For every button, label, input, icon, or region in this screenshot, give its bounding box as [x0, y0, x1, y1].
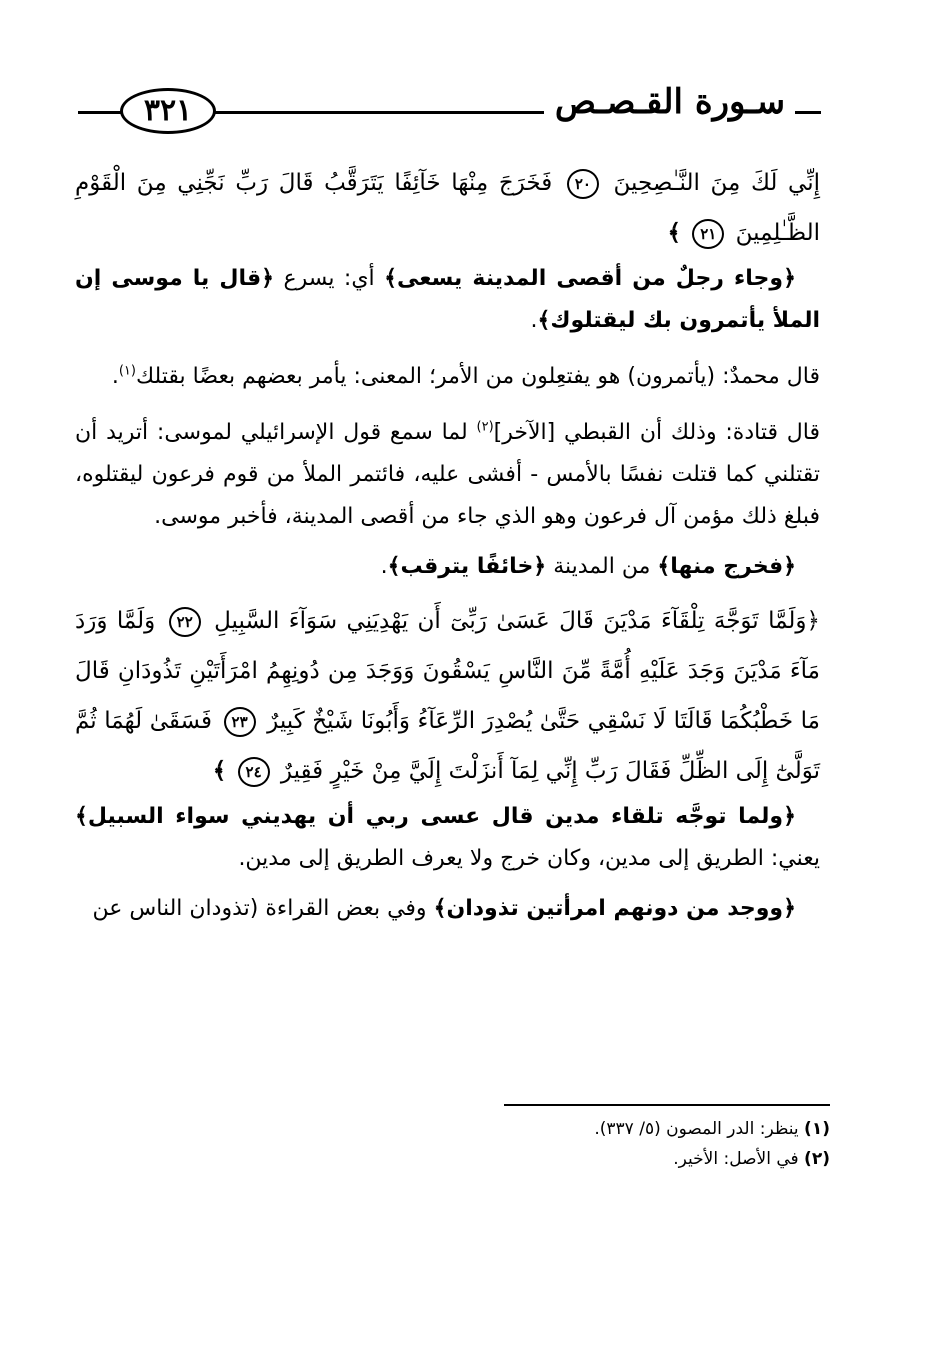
header-rule-middle: [214, 111, 544, 114]
verse-text: فَسَقَىٰ لَهُمَا ثُمَّ تَوَلَّىٰٓ إِلَى الظِّلِّ فَقَالَ رَبِّ إِنِّي لِمَآ أَنزَلْتَ إِلَيَّ مِنْ خَيْرٍ فَقِيرٌ: [75, 708, 820, 784]
ayah-number-marker: ٢٢: [169, 607, 201, 637]
quoted-verse: ﴿ولما توجَّه تلقاء مدين قال عسى ربي أن يهديني سواء السبيل﴾: [75, 804, 796, 829]
ayah-number-marker: ٢٠: [567, 169, 599, 199]
page-number: ٣٢١: [143, 93, 193, 128]
verse-text: إِنِّي لَكَ مِنَ النَّـٰصِحِينَ: [613, 170, 821, 196]
commentary-text: .: [530, 308, 538, 333]
commentary-paragraph: [75, 546, 820, 588]
commentary-text: قال قتادة: وذلك أن القبطي [الآخر]: [493, 420, 820, 445]
footnote: [440, 1114, 830, 1144]
commentary-text: .: [111, 364, 119, 389]
footnote-text: ينظر: الدر المصون (٥/ ٣٣٧).: [594, 1119, 799, 1139]
commentary-paragraph: [75, 258, 820, 342]
quoted-verse: ﴿ووجد من دونهم امرأتين تذودان﴾: [433, 896, 796, 921]
closing-bracket: ﴾: [212, 757, 227, 784]
commentary-paragraph: [75, 356, 820, 398]
commentary-text: لما سمع قول الإسرائيلي لموسى: أتريد أن تقتلني كما قتلت نفسًا بالأمس - أفشى عليه، فائتمر الملأ من قوم فرعون ليقتلوه، فبلغ ذلك مؤمن آل فرعون وهو الذي جاء من أقصى المدينة، فأخبر موسى.: [75, 420, 820, 529]
closing-bracket: ﴾: [667, 219, 681, 246]
footnote: [440, 1144, 830, 1174]
quoted-verse: ﴿وجاء رجلٌ من أقصى المدينة يسعى﴾: [384, 266, 796, 291]
verse-text: ﴿وَلَمَّا تَوَجَّهَ تِلْقَآءَ مَدْيَنَ قَالَ عَسَىٰ رَبِّىٓ أَن يَهْدِيَنِي سَوَآءَ السَّبِيلِ: [214, 608, 821, 634]
quran-verse-block-2: [75, 596, 820, 796]
surah-title: سـورة القـصـص: [554, 82, 786, 122]
commentary-paragraph: [75, 796, 820, 880]
ayah-number-marker: ٢١: [692, 219, 724, 249]
quoted-verse: ﴿قال يا موسى إن الملأ يأتمرون بك ليقتلوك﴾: [75, 266, 820, 333]
quoted-verse: ﴿فخرج منها﴾: [657, 554, 796, 579]
commentary-text: .: [380, 554, 388, 579]
commentary-text: أي: يسرع: [274, 266, 385, 291]
footnote-text: في الأصل: الأخير.: [673, 1149, 799, 1169]
ayah-number-marker: ٢٤: [238, 757, 270, 787]
footnote-separator: [504, 1104, 830, 1106]
page-content: [75, 158, 820, 930]
footnote-number: (١): [804, 1119, 830, 1139]
commentary-text: وفي بعض القراءة (تذودان الناس عن: [92, 896, 434, 921]
commentary-text: يعني: الطريق إلى مدين، وكان خرج ولا يعرف الطريق إلى مدين.: [238, 846, 820, 871]
footnote-number: (٢): [804, 1149, 830, 1169]
page-number-frame: [120, 88, 216, 134]
verse-text: فَخَرَجَ مِنْهَا خَآئِفًا يَتَرَقَّبُ قَالَ رَبِّ نَجِّنِي مِنَ الْقَوْمِ الظَّـٰلِمِينَ: [75, 170, 820, 246]
commentary-paragraph: [75, 888, 820, 930]
ayah-number-marker: ٢٣: [224, 707, 256, 737]
header-rule-right: [795, 111, 821, 114]
commentary-text: قال محمدٌ: (يأتمرون) هو يفتعِلون من الأمر؛ المعنى: يأمر بعضهم بعضًا بقتلك: [135, 364, 820, 389]
footnote-reference: (١): [118, 363, 136, 379]
commentary-text: من المدينة: [546, 554, 658, 579]
footnotes: [440, 1114, 830, 1174]
quran-verse-block-1: [75, 158, 820, 258]
commentary-paragraph: [75, 412, 820, 538]
quoted-verse: ﴿خائفًا يترقب﴾: [387, 554, 547, 579]
footnote-reference: (٢): [476, 419, 494, 435]
verse-text: وَلَمَّا وَرَدَ مَآءَ مَدْيَنَ وَجَدَ عَلَيْهِ أُمَّةً مِّنَ النَّاسِ يَسْقُونَ وَوَجَدَ مِن دُونِهِمُ امْرَأَتَيْنِ تَذُودَانِ قَالَ مَا خَطْبُكُمَا قَالَتَا لَا نَسْقِي حَتَّىٰ يُصْدِرَ الرِّعَآءُ وَأَبُونَا شَيْخٌ كَبِيرٌ: [75, 608, 820, 734]
